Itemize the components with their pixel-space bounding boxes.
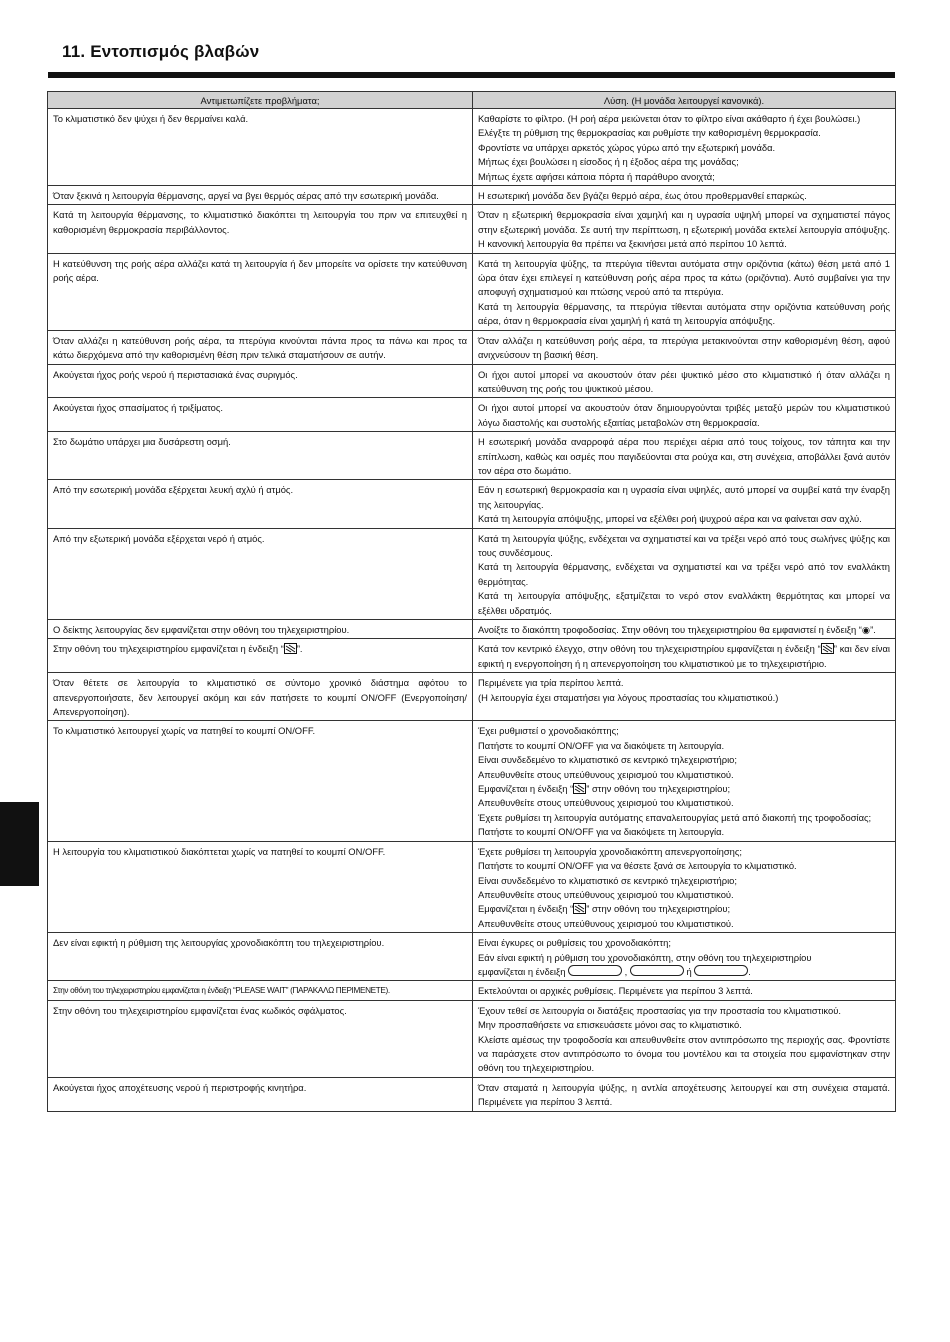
header-problem: Αντιμετωπίζετε προβλήματα; [48,92,473,109]
solution-text: ” στην οθόνη του τηλεχειριστηρίου; [586,783,731,795]
solution-line: Έχετε ρυθμίσει τη λειτουργία χρονοδιακόπτη απενεργοποίησης; [478,845,743,857]
solution-line: Είναι συνδεδεμένο το κλιματιστικό σε κεντρικό τηλεχειριστήριο; [478,754,737,766]
table-row [48,205,896,253]
problem-cell: Ακούγεται ήχος αποχέτευσης νερού ή περιστροφής κινητήρα. [48,1077,473,1111]
solution-line: Όταν σταματά η λειτουργία ψύξης, η αντλία αποχέτευσης λειτουργεί και στη συνέχεια σταματά. Περιμένετε για περίπου 3 λεπτά. [478,1081,890,1108]
solution-cell [473,933,896,981]
solution-text: ή [686,965,692,977]
table-row [48,673,896,721]
solution-text: , [624,965,628,977]
solution-line: Πατήστε το κουμπί ON/OFF για να θέσετε ξανά σε λειτουργία το κλιματιστικό. [478,860,797,872]
solution-cell [473,480,896,528]
solution-line: Περιμένετε για τρία περίπου λεπτά. [478,677,624,689]
solution-cell [473,398,896,432]
problem-cell: Όταν θέτετε σε λειτουργία το κλιματιστικό σε σύντομο χρονικό διάστημα αφότου το απενεργοποιήσατε, δεν λειτουργεί ακόμη και εάν πατήσετε το κουμπί ON/OFF (Ενεργοποίηση/Απενεργοποίηση). [48,673,473,721]
solution-text: Εμφανίζεται η ένδειξη “ [478,903,574,915]
solution-line: Απευθυνθείτε στους υπεύθυνους χειρισμού του κλιματιστικού. [478,768,734,780]
problem-cell: Ο δείκτης λειτουργίας δεν εμφανίζεται στην οθόνη του τηλεχειριστηρίου. [48,620,473,639]
table-row [48,253,896,330]
solution-text: Κατά τον κεντρικό έλεγχο, στην οθόνη του τηλεχειριστηρίου εμφανίζεται η ένδειξη “ [478,643,821,655]
table-row [48,186,896,205]
solution-line: Η εσωτερική μονάδα αναρροφά αέρα που περιέχει αέρια από τους τοίχους, τον τάπητα και την επίπλωση, καθώς και οσμές που παγιδεύονται στα ρούχα και, στη συνέχεια, αποβάλλει ξανά αυτόν τον αέρα στο δωμάτιο. [478,436,890,476]
table-row [48,109,896,186]
problem-text: Στην οθόνη του τηλεχειριστηρίου εμφανίζεται η ένδειξη “ [53,643,284,655]
table-row [48,1000,896,1077]
solution-text: εμφανίζεται η ένδειξη [478,965,566,977]
solution-cell [473,1077,896,1111]
solution-text: Εμφανίζεται η ένδειξη “ [478,783,574,795]
title-rule [48,72,895,78]
problem-cell: Όταν αλλάζει η κατεύθυνση ροής αέρα, τα πτερύγια κινούνται πάντα προς τα πάνω και προς τα κάτω διερχόμενα από την καθορισμένη θέση πριν τελικά σταματήσουν σε αυτήν. [48,330,473,364]
table-row [48,639,896,673]
central-control-icon [573,903,586,914]
header-solution: Λύση. (Η μονάδα λειτουργεί κανονικά). [473,92,896,109]
problem-cell: Ακούγεται ήχος ροής νερού ή περιστασιακά ένας συριγμός. [48,364,473,398]
table-row [48,620,896,639]
solution-cell [473,432,896,480]
problem-cell: Στην οθόνη του τηλεχειριστηρίου εμφανίζεται ένας κωδικός σφάλματος. [48,1000,473,1077]
solution-line: Απευθυνθείτε στους υπεύθυνους χειρισμού του κλιματιστικού. [478,797,734,809]
solution-cell [473,1000,896,1077]
solution-cell [473,330,896,364]
solution-line: Πατήστε το κουμπί ON/OFF για να διακόψετε τη λειτουργία. [478,826,725,838]
solution-text: ” στην οθόνη του τηλεχειριστηρίου; [586,903,731,915]
solution-line: Έχει ρυθμιστεί ο χρονοδιακόπτης; [478,725,619,737]
solution-cell [473,186,896,205]
solution-cell [473,364,896,398]
solution-line: Εκτελούνται οι αρχικές ρυθμίσεις. Περιμένετε για περίπου 3 λεπτά. [478,985,753,997]
solution-line: Έχουν τεθεί σε λειτουργία οι διατάξεις προστασίας για την προστασία του κλιματιστικού. [478,1004,841,1016]
solution-cell [473,639,896,673]
solution-line: Ανοίξτε το διακόπτη τροφοδοσίας. Στην οθόνη του τηλεχειριστηρίου θα εμφανιστεί η ένδειξη “◉”. [478,624,876,635]
solution-cell [473,253,896,330]
problem-text: ”. [296,643,303,655]
solution-cell [473,528,896,619]
solution-line: Ελέγξτε τη ρύθμιση της θερμοκρασίας και ρυθμίστε την καθορισμένη θερμοκρασία. [478,127,821,139]
problem-cell: Στην οθόνη του τηλεχειριστηρίου εμφανίζεται η ένδειξη “PLEASE WAIT” (ΠΑΡΑΚΑΛΩ ΠΕΡΙΜΕΝΕΤΕ). [48,981,473,1000]
problem-cell: Ακούγεται ήχος σπασίματος ή τριξίματος. [48,398,473,432]
table-row [48,721,896,841]
solution-line: Μην προσπαθήσετε να επισκευάσετε μόνοι σας το κλιματιστικό. [478,1019,742,1031]
timer-display-icon [694,965,748,976]
table-row [48,480,896,528]
solution-line: Κατά τη λειτουργία ψύξης, τα πτερύγια τίθενται αυτόματα στην οριζόντια (κάτω) θέση μετά από 1 ώρα όταν έχει επιλεγεί η κατεύθυνση ροής αέρα προς τα κάτω (οριζόντια). Αυτό συμβαίνει για την αποφυγή σχηματισμού και πτώσης νερού από τα πτερύγια. [478,257,890,298]
page-title: 11. Εντοπισμός βλαβών [62,42,260,61]
solution-line [478,965,890,979]
troubleshooting-table [47,91,896,1112]
solution-line: Κατά τη λειτουργία απόψυξης, εξατμίζεται το νερό στον εναλλάκτη θερμότητας και μπορεί να εξέλθει υδρατμός. [478,590,890,616]
solution-line: Απευθυνθείτε στους υπεύθυνους χειρισμού του κλιματιστικού. [478,888,734,900]
solution-line: Όταν η εξωτερική θερμοκρασία είναι χαμηλή και η υγρασία υψηλή μπορεί να σχηματιστεί πάγος στην εξωτερική μονάδα. Σε αυτή την περίπτωση, η εξωτερική μονάδα εκτελεί λειτουργία απόψυξης. Η κανονική λειτουργία θα πρέπει να ξεκινήσει μετά από περίπου 10 λεπτά. [478,209,890,250]
solution-cell [473,981,896,1000]
solution-line [478,782,890,796]
solution-line [478,902,890,916]
solution-line: Φροντίστε να υπάρχει αρκετός χώρος γύρω από την εξωτερική μονάδα. [478,141,776,153]
solution-line: Εάν είναι εφικτή η ρύθμιση του χρονοδιακόπτη, στην οθόνη του τηλεχειριστηρίου [478,951,812,963]
solution-cell [473,109,896,186]
solution-cell [473,841,896,932]
solution-text: ” και δεν είναι εφικτή η ενεργοποίηση ή η απενεργοποίηση του κλιματιστικού με το τηλεχειριστήριο. [478,643,890,669]
problem-cell: Όταν ξεκινά η λειτουργία θέρμανσης, αργεί να βγει θερμός αέρας από την εσωτερική μονάδα. [48,186,473,205]
solution-line: Είναι έγκυρες οι ρυθμίσεις του χρονοδιακόπτη; [478,937,671,949]
table-row [48,933,896,981]
solution-cell [473,205,896,253]
central-control-icon [284,643,297,654]
problem-cell: Η κατεύθυνση της ροής αέρα αλλάζει κατά τη λειτουργία ή δεν μπορείτε να ορίσετε την κατεύθυνση ροής αέρα. [48,253,473,330]
problem-cell: Από την εξωτερική μονάδα εξέρχεται νερό ή ατμός. [48,528,473,619]
table-header-row [48,92,896,109]
solution-line: (Η λειτουργία έχει σταματήσει για λόγους προστασίας του κλιματιστικού.) [478,691,779,703]
central-control-icon [573,783,586,794]
table-row [48,1077,896,1111]
solution-line: Κατά τη λειτουργία απόψυξης, μπορεί να εξέλθει ροή ψυχρού αέρα και να φαίνεται σαν αχλύ. [478,513,862,525]
solution-line: Έχετε ρυθμίσει τη λειτουργία αυτόματης επαναλειτουργίας μετά από διακοπή της τροφοδοσίας; [478,811,872,823]
solution-line: Μήπως έχετε αφήσει κάποια πόρτα ή παράθυρο ανοιχτά; [478,170,715,182]
timer-display-icon [630,965,684,976]
language-side-tab [0,802,39,886]
solution-text: . [748,965,751,977]
solution-line: Κλείστε αμέσως την τροφοδοσία και απευθυνθείτε στον αντιπρόσωπο της περιοχής σας. Φροντίστε να παράσχετε στον αντιπρόσωπο το όνομα του μοντέλου και τα στοιχεία που εμφανίστηκαν στην οθόνη του τηλεχειριστηρίου. [478,1033,890,1074]
table-row [48,432,896,480]
problem-cell: Δεν είναι εφικτή η ρύθμιση της λειτουργίας χρονοδιακόπτη του τηλεχειριστηρίου. [48,933,473,981]
table-row [48,364,896,398]
solution-line: Μήπως έχει βουλώσει η είσοδος ή η έξοδος αέρα της μονάδας; [478,156,739,168]
table-row [48,330,896,364]
problem-cell: Το κλιματιστικό λειτουργεί χωρίς να πατηθεί το κουμπί ON/OFF. [48,721,473,841]
table-row [48,981,896,1000]
problem-cell: Το κλιματιστικό δεν ψύχει ή δεν θερμαίνει καλά. [48,109,473,186]
solution-line: Όταν αλλάζει η κατεύθυνση ροής αέρα, τα πτερύγια μετακινούνται στην καθορισμένη θέση, αφού ανιχνεύσουν τη βασική θέση. [478,334,890,361]
table-row [48,528,896,619]
problem-cell [48,639,473,673]
problem-cell: Στο δωμάτιο υπάρχει μια δυσάρεστη οσμή. [48,432,473,480]
problem-cell: Κατά τη λειτουργία θέρμανσης, το κλιματιστικό διακόπτει τη λειτουργία του πριν να επιτευχθεί η καθορισμένη θερμοκρασία περιβάλλοντος. [48,205,473,253]
timer-display-icon [568,965,622,976]
solution-line: Οι ήχοι αυτοί μπορεί να ακουστούν όταν ρέει ψυκτικό μέσο στο κλιματιστικό ή όταν αλλάζει η κατεύθυνση της ροής του ψυκτικού μέσου. [478,368,890,394]
solution-line: Κατά τη λειτουργία θέρμανσης, τα πτερύγια τίθενται αυτόματα στην οριζόντια κατεύθυνση ροής αέρα, όταν η θερμοκρασία είναι χαμηλή ή κατά τη λειτουργία απόψυξης. [478,300,890,327]
solution-line: Κατά τη λειτουργία ψύξης, ενδέχεται να σχηματιστεί και να τρέξει νερό από τους σωλήνες ψύξης και τους συνδέσμους. [478,532,890,558]
problem-cell: Η λειτουργία του κλιματιστικού διακόπτεται χωρίς να πατηθεί το κουμπί ON/OFF. [48,841,473,932]
central-control-icon [821,643,834,654]
solution-line: Πατήστε το κουμπί ON/OFF για να διακόψετε τη λειτουργία. [478,739,725,751]
table-row [48,841,896,932]
table-row [48,398,896,432]
solution-line: Απευθυνθείτε στους υπεύθυνους χειρισμού του κλιματιστικού. [478,917,734,929]
solution-line: Είναι συνδεδεμένο το κλιματιστικό σε κεντρικό τηλεχειριστήριο; [478,874,737,886]
solution-line: Εάν η εσωτερική θερμοκρασία και η υγρασία είναι υψηλές, αυτό μπορεί να συμβεί κατά την έναρξη της λειτουργίας. [478,484,890,510]
solution-line: Καθαρίστε το φίλτρο. (Η ροή αέρα μειώνεται όταν το φίλτρο είναι ακάθαρτο ή έχει βουλώσει.) [478,113,861,124]
solution-cell [473,721,896,841]
solution-cell [473,620,896,639]
solution-line: Κατά τη λειτουργία θέρμανσης, ενδέχεται να σχηματιστεί και να τρέξει νερό από τον εναλλάκτη θερμότητας. [478,561,890,587]
problem-cell: Από την εσωτερική μονάδα εξέρχεται λευκή αχλύ ή ατμός. [48,480,473,528]
solution-line: Η εσωτερική μονάδα δεν βγάζει θερμό αέρα, έως ότου προθερμανθεί επαρκώς. [478,190,807,202]
solution-cell [473,673,896,721]
solution-line: Οι ήχοι αυτοί μπορεί να ακουστούν όταν δημιουργούνται τριβές μεταξύ μερών του κλιματιστικού λόγω διαστολής και συστολής εξαιτίας μεταβολών στη θερμοκρασία. [478,402,890,428]
